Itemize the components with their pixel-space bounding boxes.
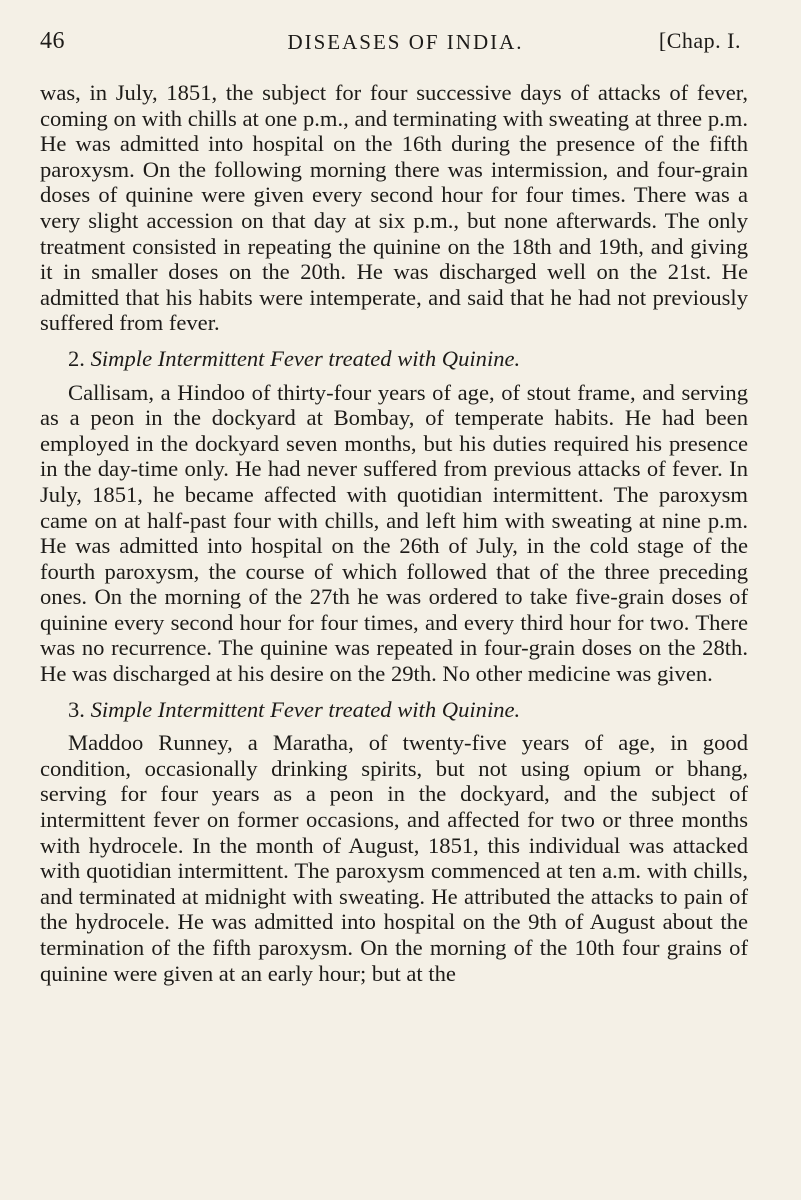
case-number: 2. — [68, 345, 85, 371]
case-heading-2 — [40, 346, 748, 372]
running-head — [40, 28, 741, 64]
page-number: 46 — [40, 28, 65, 54]
chapter-label: [Chap. I. — [658, 28, 741, 53]
running-title: DISEASES OF INDIA. — [287, 30, 524, 54]
case-number: 3. — [68, 696, 85, 722]
case-heading-3 — [40, 697, 748, 723]
paragraph-case-3: Maddoo Runney, a Maratha, of twenty-five years of age, in good condition, occasionally drinking spirits, but not using opium or bhang, serving for four years as a peon in the dockyard, and the subject of intermittent fever on former occasions, and affected for two or three months with hydrocele. In the month of August, 1851, this individual was attacked with quotidian intermittent. The paroxysm commenced at ten a.m. with chills, and terminated at midnight with sweating. He attributed the attacks to pain of the hydrocele. He was admitted into hospital on the 9th of August about the termination of the fifth paroxysm. On the morning of the 10th four grains of quinine were given at an early hour; but at the — [40, 730, 748, 986]
case-title: Simple Intermittent Fever treated with Quinine. — [90, 696, 521, 722]
paragraph-case-2: Callisam, a Hindoo of thirty-four years of age, of stout frame, and serving as a peon in the dockyard at Bombay, of temperate habits. He had been employed in the dockyard seven months, but his duties required his presence in the day-time only. He had never suffered from previous attacks of fever. In July, 1851, he became affected with quotidian intermittent. The paroxysm came on at half-past four with chills, and left him with sweating at nine p.m. He was admitted into hospital on the 26th of July, in the cold stage of the fourth paroxysm, the course of which followed that of the three preceding ones. On the morning of the 27th he was ordered to take five-grain doses of quinine every second hour for four times, and every third hour for two. There was no recurrence. The quinine was repeated in four-grain doses on the 28th. He was discharged at his desire on the 29th. No other medicine was given. — [40, 379, 748, 687]
case-title: Simple Intermittent Fever treated with Quinine. — [90, 345, 521, 371]
paragraph-case-1-continued: was, in July, 1851, the subject for four successive days of attacks of fever, coming on with chills at one p.m., and terminating with sweating at three p.m. He was admitted into hospital on the 16th during the presence of the fifth paroxysm. On the following morning there was intermission, and four-grain doses of quinine were given every second hour for four times. There was a very slight accession on that day at six p.m., but none afterwards. The only treatment consisted in repeating the quinine on the 18th and 19th, and giving it in smaller doses on the 20th. He was discharged well on the 21st. He admitted that his habits were intemperate, and said that he had not previously suffered from fever. — [40, 80, 748, 336]
body-text — [40, 80, 748, 986]
